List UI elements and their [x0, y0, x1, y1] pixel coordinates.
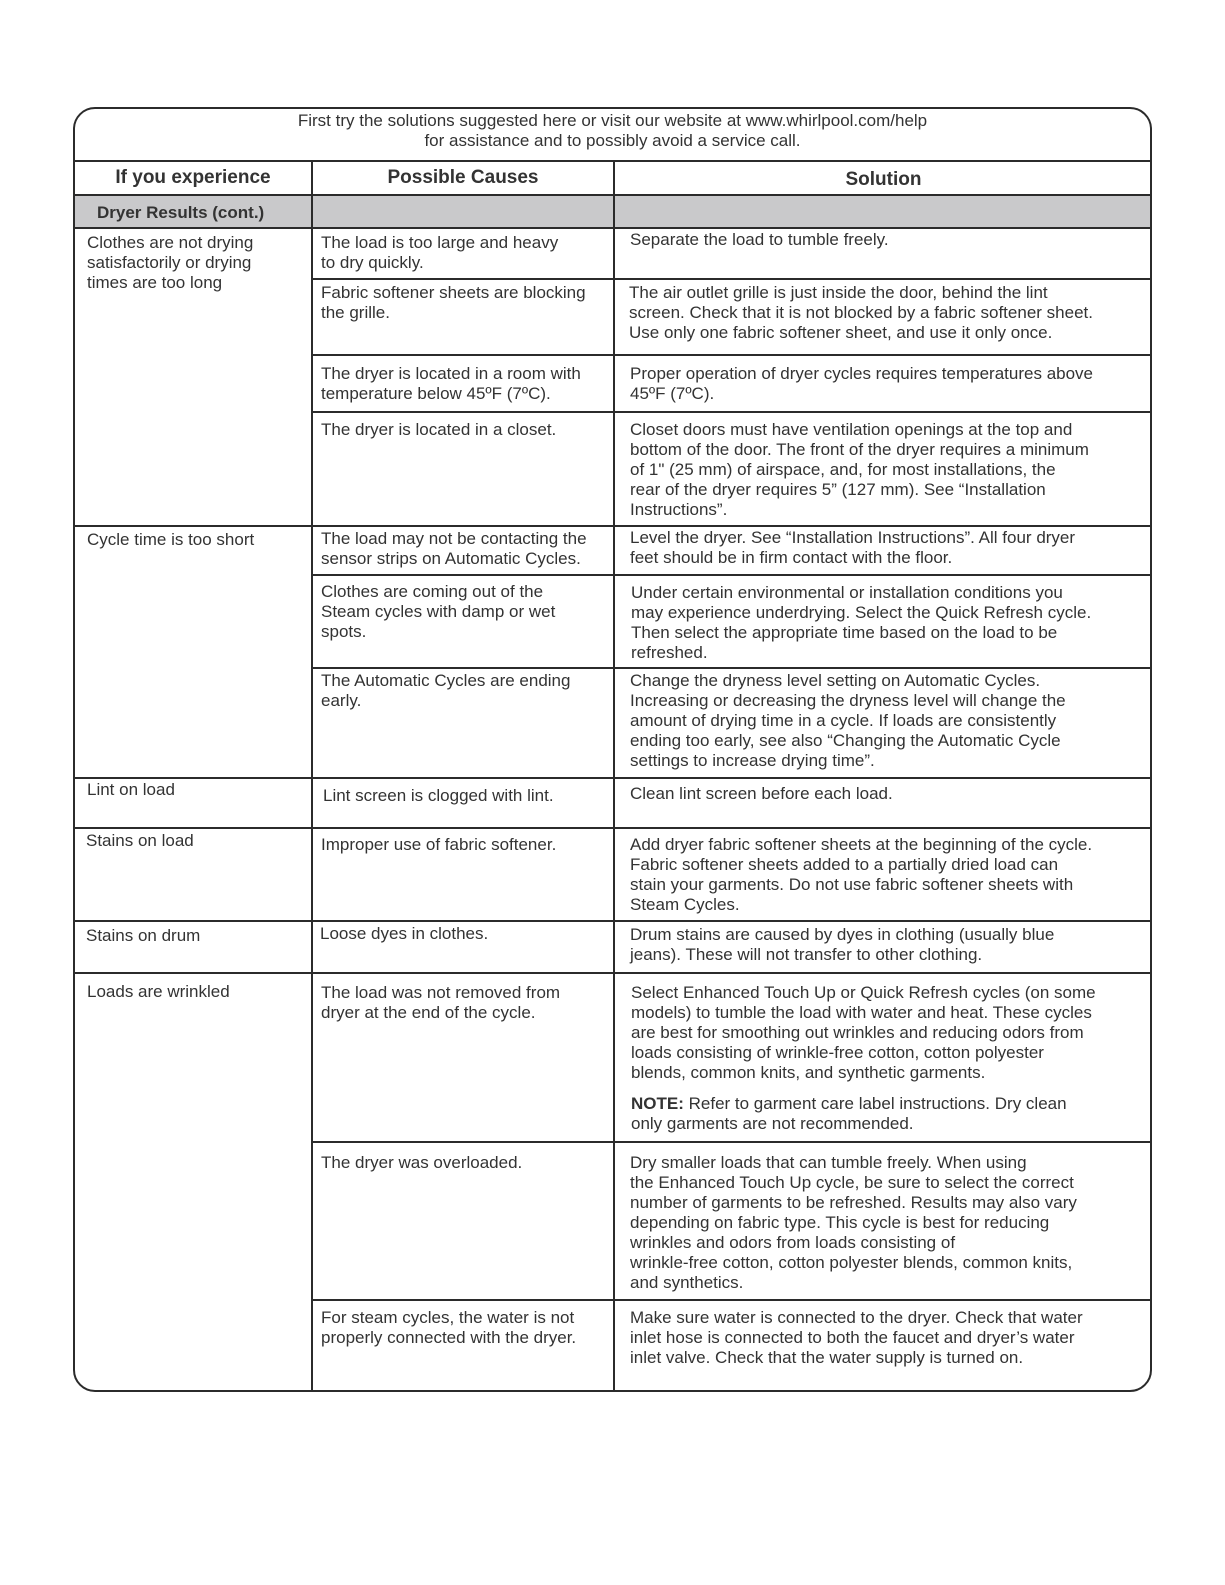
cause-sensor-strips: The load may not be contacting the sensor strips on Automatic Cycles. — [321, 529, 587, 568]
note-label: NOTE: — [631, 1094, 684, 1113]
solution-dryness: Change the dryness level setting on Automatic Cycles. Increasing or decreasing the dryness level will change the amount of drying time in a cycle. If loads are consistently ending too early, see also “Changing the Automatic Cycle settings to increase drying time”. — [630, 671, 1066, 770]
solution-smaller-loads: Dry smaller loads that can tumble freely. When using the Enhanced Touch Up cycle, be sure to select the correct number of garments to be refreshed. Results may also vary depending on fabric type. This cycle is best for reducing wrinkles and odors from loads consisting of wrinkle-free cotton, cotton polyester blends, common knits, and synthetics. — [630, 1153, 1077, 1292]
solution-temperature: Proper operation of dryer cycles requires temperatures above 45ºF (7ºC). — [630, 364, 1094, 403]
cause-steam-damp: Clothes are coming out of the Steam cycles with damp or wet spots. — [321, 582, 556, 641]
solution-softener-sheets: Add dryer fabric softener sheets at the beginning of the cycle. Fabric softener sheets added to a partially dried load can stain your garments. Do not use fabric softener sheets with Steam Cycles. — [630, 835, 1093, 914]
intro-line-1: First try the solutions suggested here or visit our website at www.whirlpool.com/help — [297, 111, 928, 130]
intro-line-2: for assistance and to possibly avoid a service call. — [424, 131, 801, 150]
row-divider — [311, 278, 1150, 280]
experience-lint: Lint on load — [87, 780, 175, 799]
row-divider — [311, 667, 1150, 669]
solution-note — [631, 1094, 1150, 1134]
column-divider-1 — [311, 162, 313, 1390]
solution-level: Level the dryer. See “Installation Instructions”. All four dryer feet should be in firm contact with the floor. — [630, 528, 1076, 567]
header-solution: Solution — [615, 162, 1152, 196]
solution-closet: Closet doors must have ventilation openings at the top and bottom of the door. The front of the dryer requires a minimum of 1" (25 mm) of airspace, and, for most installations, the rear of the dryer requires 5” (127 mm). See “Installation Instructions”. — [630, 420, 1089, 519]
solution-separate: Separate the load to tumble freely. — [630, 230, 889, 249]
solution-water: Make sure water is connected to the dryer. Check that water inlet hose is connected to both the faucet and dryer’s water inlet valve. Check that the water supply is turned on. — [630, 1308, 1083, 1367]
solution-touch-up: Select Enhanced Touch Up or Quick Refresh cycles (on some models) to tumble the load with water and heat. These cycles are best for smoothing out wrinkles and reducing odors from loads consisting of wrinkle-free cotton, cotton polyester blends, common knits, and synthetic garments. — [631, 983, 1096, 1082]
cause-ending-early: The Automatic Cycles are ending early. — [321, 671, 571, 710]
solution-clean-lint: Clean lint screen before each load. — [630, 784, 893, 803]
experience-wrinkled: Loads are wrinkled — [87, 982, 230, 1001]
note-text: Refer to garment care label instructions. Dry clean only garments are not recommended. — [631, 1094, 1067, 1133]
solution-grille: The air outlet grille is just inside the door, behind the lint screen. Check that it is not blocked by a fabric softener sheet. Use only one fabric softener sheet, and use it only once. — [629, 283, 1093, 342]
solution-drum-stains: Drum stains are caused by dyes in clothing (usually blue jeans). These will not transfer to other clothing. — [630, 925, 1055, 964]
row-divider — [311, 354, 1150, 356]
row-divider — [75, 525, 1150, 527]
row-divider — [311, 411, 1150, 413]
cause-overloaded: The dryer was overloaded. — [321, 1153, 523, 1172]
cause-loose-dyes: Loose dyes in clothes. — [320, 924, 489, 943]
experience-cycle-short: Cycle time is too short — [87, 530, 255, 549]
cause-low-temp: The dryer is located in a room with temperature below 45ºF (7ºC). — [321, 364, 581, 403]
cause-lint-clogged: Lint screen is clogged with lint. — [323, 786, 554, 805]
row-divider — [311, 574, 1150, 576]
row-divider — [311, 1299, 1150, 1301]
column-divider-2 — [613, 162, 615, 1390]
row-divider — [75, 972, 1150, 974]
troubleshooting-table — [73, 107, 1152, 1392]
cause-improper-softener: Improper use of fabric softener. — [321, 835, 557, 854]
header-causes: Possible Causes — [313, 162, 613, 196]
row-divider — [75, 777, 1150, 779]
cause-not-removed: The load was not removed from dryer at the end of the cycle. — [321, 983, 561, 1022]
cause-softener-grille: Fabric softener sheets are blocking the grille. — [321, 283, 586, 322]
solution-underdrying: Under certain environmental or installation conditions you may experience underdrying. Select the Quick Refresh cycle. Then select the appropriate time based on the load to be refreshed. — [631, 583, 1092, 662]
cause-closet: The dryer is located in a closet. — [321, 420, 557, 439]
experience-stains-load: Stains on load — [86, 831, 194, 850]
header-experience: If you experience — [75, 162, 311, 196]
row-divider — [75, 827, 1150, 829]
section-dryer-results: Dryer Results (cont.) — [75, 196, 1150, 229]
experience-not-drying: Clothes are not drying satisfactorily or drying times are too long — [87, 233, 254, 292]
cause-large-heavy: The load is too large and heavy to dry quickly. — [321, 233, 559, 272]
experience-stains-drum: Stains on drum — [86, 926, 201, 945]
row-divider — [75, 920, 1150, 922]
intro-text — [75, 109, 1150, 162]
row-divider — [311, 1141, 1150, 1143]
cause-water-not-connected: For steam cycles, the water is not properly connected with the dryer. — [321, 1308, 577, 1347]
